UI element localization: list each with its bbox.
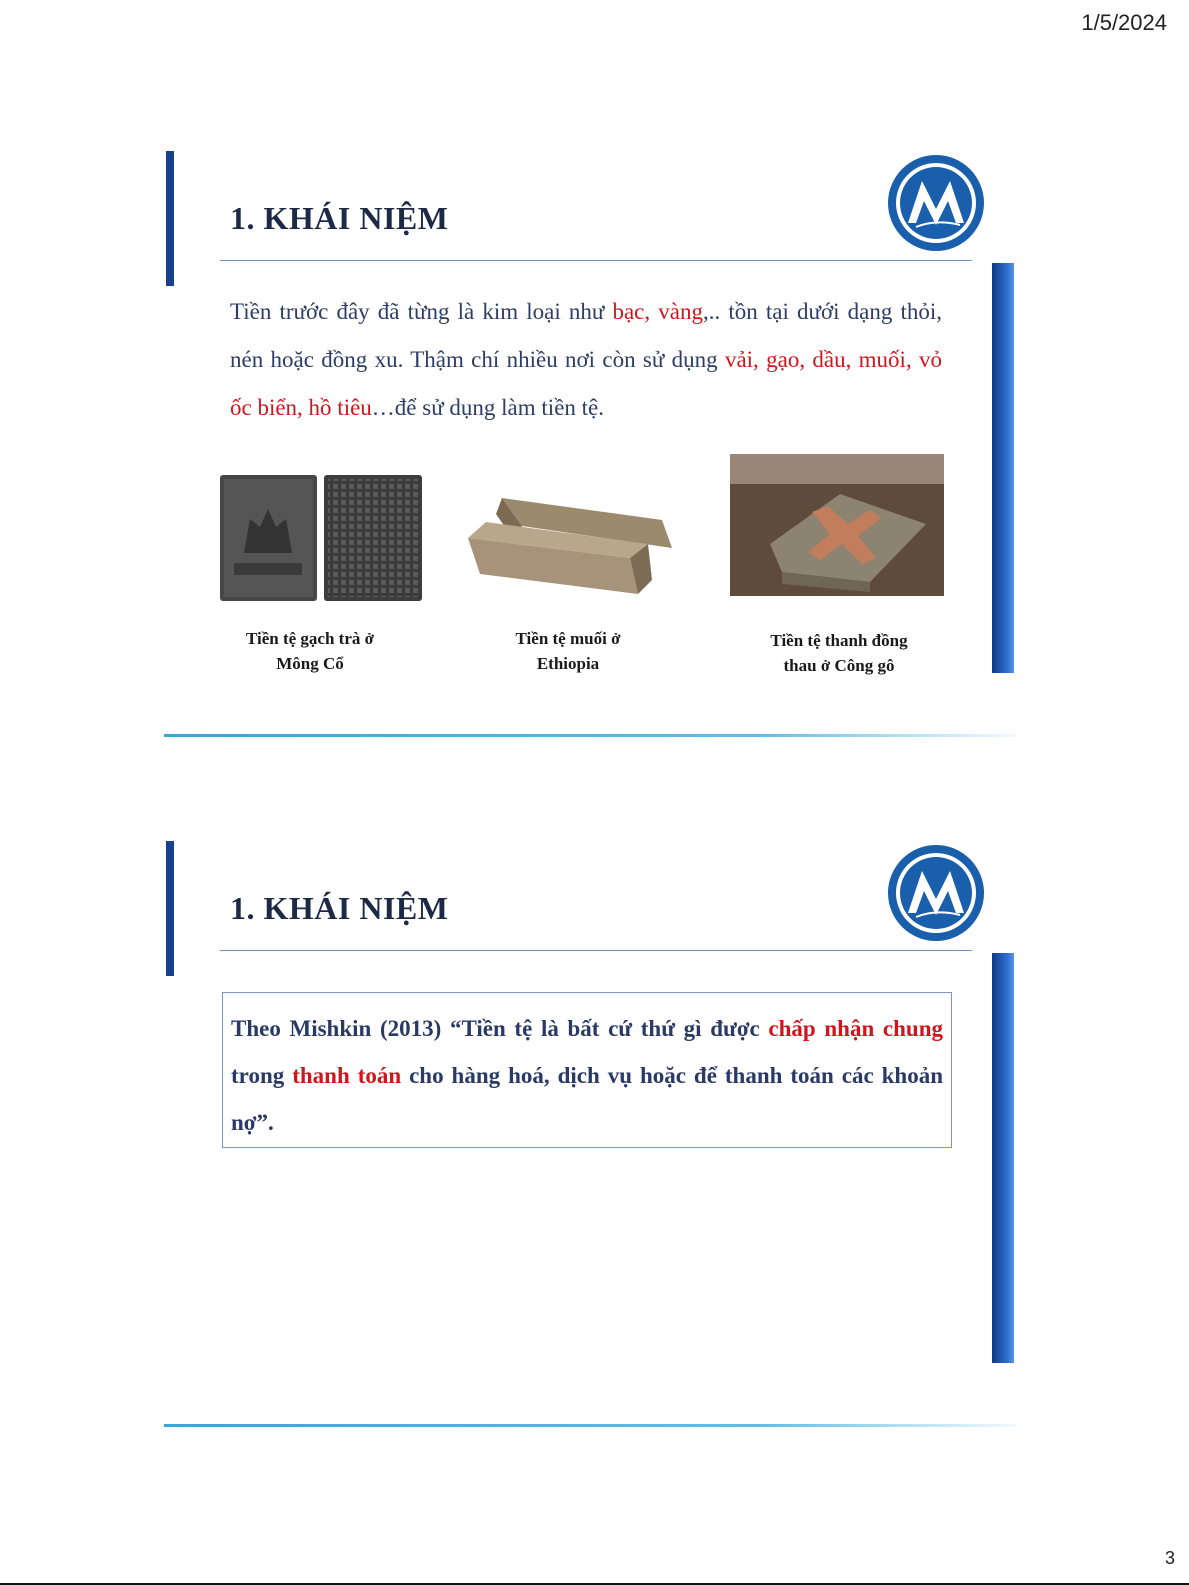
copper-cross-image [730,454,944,596]
salt-bar-image [462,478,676,598]
definition-text: Theo Mishkin (2013) “Tiền tệ là bất cứ thứ gì được chấp nhận chung trong thanh toán cho hàng hoá, dịch vụ hoặc để thanh toán các khoản nợ”. [231,1016,943,1135]
page-number: 3 [1164,1548,1175,1568]
figure-caption: Tiền tệ thanh đồng thau ở Công gô [770,631,908,675]
slide-bottom-rule [164,1424,1016,1427]
university-logo-icon [886,153,986,253]
slide-1 [160,148,1030,748]
left-accent-bar [166,151,174,286]
definition-box [222,992,952,1148]
slide-title: 1. KHÁI NIỆM [230,890,449,926]
title-rule [220,260,972,261]
slide-title: 1. KHÁI NIỆM [230,200,449,236]
tea-brick-image [220,475,422,601]
title-rule [220,950,972,951]
page-date: 1/5/2024 [1081,10,1167,35]
intro-paragraph: Tiền trước đây đã từng là kim loại như bạc, vàng,.. tồn tại dưới dạng thỏi, nén hoặc đồng xu. Thậm chí nhiều nơi còn sử dụng vải, gạo, dầu, muối, vỏ ốc biển, hồ tiêu…để sử dụng làm tiền tệ. [230,299,943,420]
figure-caption: Tiền tệ gạch trà ở Mông Cổ [245,629,375,673]
right-accent-bar [992,953,1014,1363]
university-logo-icon [886,843,986,943]
slide-bottom-rule [164,734,1016,737]
figure-caption: Tiền tệ muối ở Ethiopia [515,629,621,673]
slide-2 [160,838,1030,1438]
left-accent-bar [166,841,174,976]
right-accent-bar [992,263,1014,673]
